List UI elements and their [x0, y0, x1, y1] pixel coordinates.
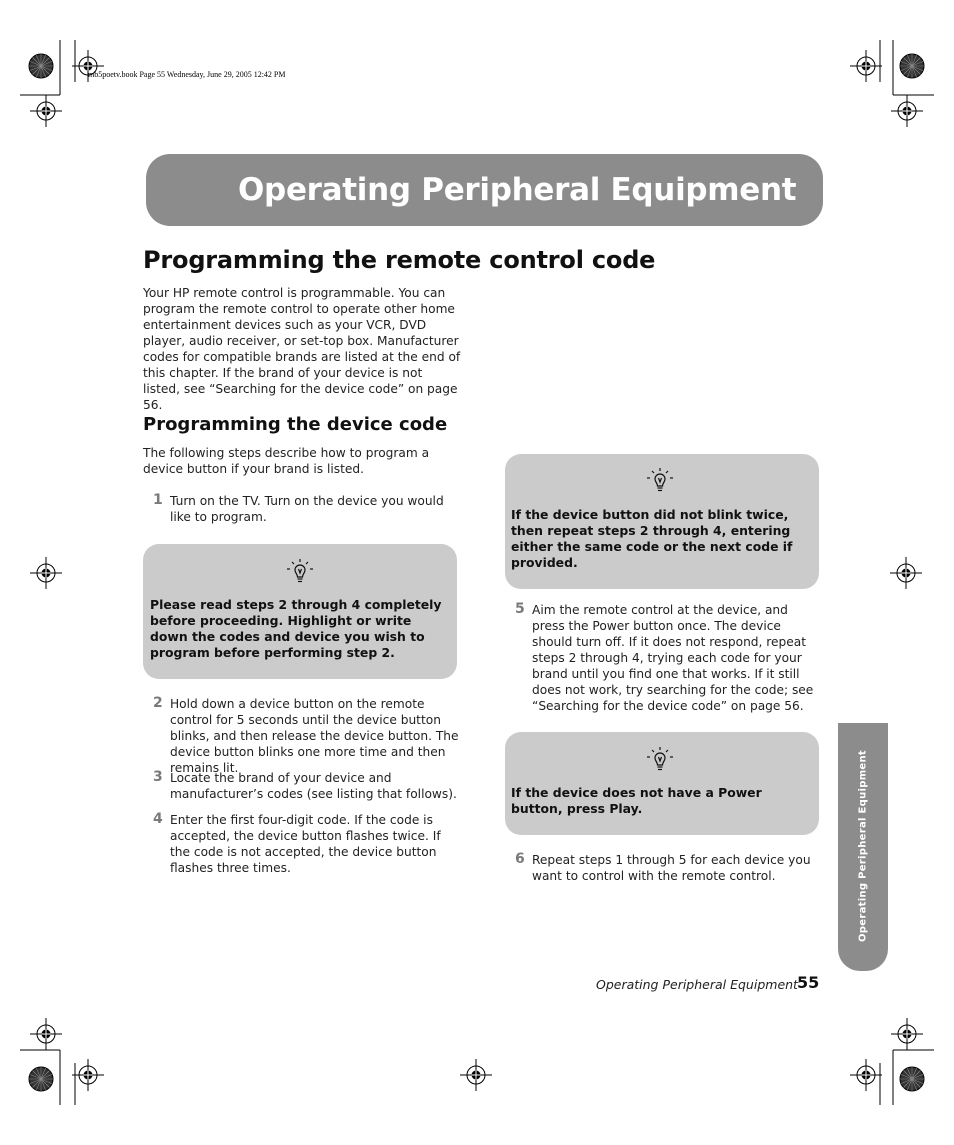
step-3 [153, 769, 462, 802]
step-text: Repeat steps 1 through 5 for each device you want to control with the remote control. [532, 853, 811, 883]
lightbulb-icon [283, 557, 317, 587]
side-tab-label: Operating Peripheral Equipment [857, 749, 869, 943]
tip-text: If the device button did not blink twice, then repeat steps 2 through 4, entering either the same code or the next code if provided. [511, 507, 793, 570]
step-1 [153, 492, 462, 525]
step-6 [515, 851, 824, 884]
print-slug: mb5poetv.book Page 55 Wednesday, June 29, 2005 12:42 PM [88, 70, 286, 79]
tip-box-2 [505, 454, 819, 589]
tip-box-3 [505, 732, 819, 835]
section-title: Programming the remote control code [143, 246, 656, 274]
step-4 [153, 811, 462, 876]
step-number: 3 [153, 769, 163, 785]
steps-intro-paragraph: The following steps describe how to program a device button if your brand is listed. [143, 446, 430, 476]
chapter-title: Operating Peripheral Equipment [238, 172, 797, 208]
step-number: 5 [515, 601, 525, 617]
step-5 [515, 601, 824, 714]
step-2 [153, 695, 462, 776]
page-number: 55 [797, 973, 820, 992]
tip-box-1 [143, 544, 457, 679]
step-text: Turn on the TV. Turn on the device you would like to program. [170, 494, 444, 524]
subsection-title: Programming the device code [143, 414, 448, 435]
step-text: Enter the first four-digit code. If the code is accepted, the device button flashes twice. If the code is not accepted, the device button flashes three times. [170, 813, 441, 875]
step-text: Locate the brand of your device and manufacturer’s codes (see listing that follows). [170, 771, 457, 801]
lightbulb-icon [643, 466, 677, 496]
tip-text: If the device does not have a Power button, press Play. [511, 785, 762, 816]
tip-text: Please read steps 2 through 4 completely before proceeding. Highlight or write down the codes and device you wish to program before performing step 2. [150, 597, 442, 660]
step-text: Aim the remote control at the device, and press the Power button once. The device should turn off. If it does not respond, repeat steps 2 through 4, trying each code for your brand until you find one that works. If it still does not work, try searching for the code; see “Searching for the device code” on page 56. [532, 603, 814, 713]
step-number: 1 [153, 492, 163, 508]
step-text: Hold down a device button on the remote control for 5 seconds until the device button blinks, and then release the device button. The device button blinks one more time and then remains lit. [170, 697, 459, 775]
step-number: 4 [153, 811, 163, 827]
step-number: 2 [153, 695, 163, 711]
step-number: 6 [515, 851, 525, 867]
lightbulb-icon [643, 745, 677, 775]
running-footer-title: Operating Peripheral Equipment [596, 977, 798, 992]
intro-paragraph: Your HP remote control is programmable. You can program the remote control to operate other home entertainment devices such as your VCR, DVD player, audio receiver, or set-top box. Manufacturer codes for compatible brands are listed at the end of this chapter. If the brand of your device is not listed, see “Searching for the device code” on page 56. [143, 286, 461, 412]
